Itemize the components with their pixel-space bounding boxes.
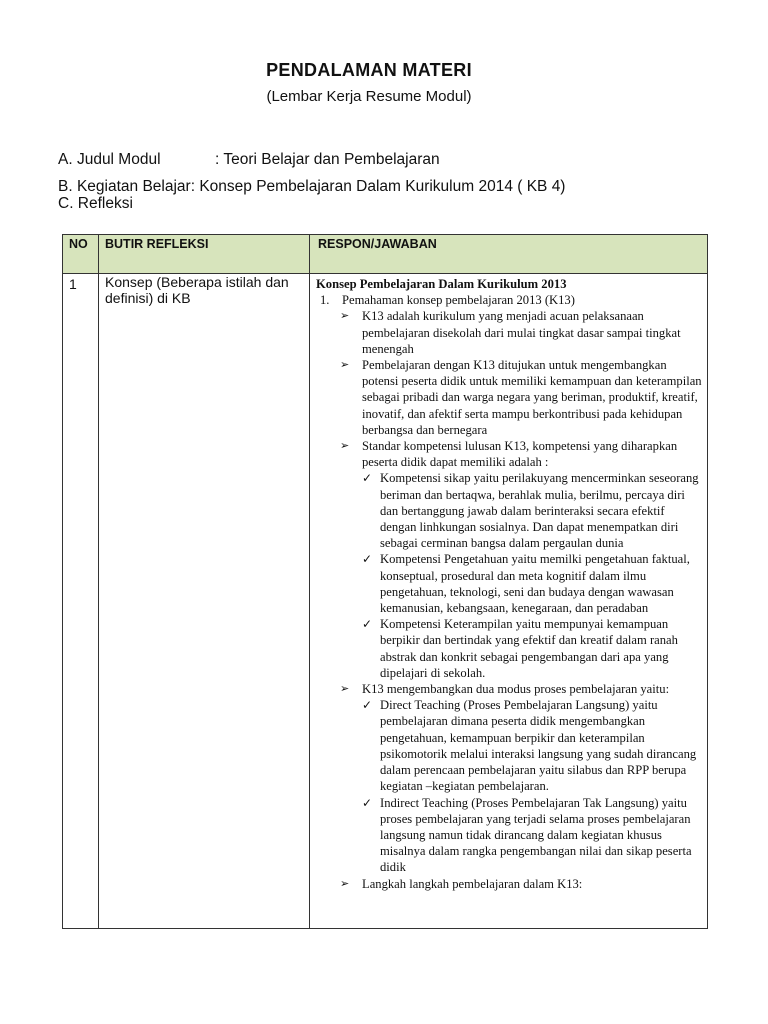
list-item-text: Pembelajaran dengan K13 ditujukan untuk mengembangkan potensi peserta didik untuk memiliki kemampuan dan keterampilan sebagai pribadi dan warga negara yang beriman, produktif, kreatif, inovatif, dan afektif serta mampu berkontribusi pada kehidupan berbangsa dan bernegara	[362, 358, 702, 437]
checkmark-icon: ✓	[362, 698, 373, 713]
header-respon-jawaban: RESPON/JAWABAN	[310, 235, 708, 274]
reflection-line	[58, 195, 133, 213]
reflection-table	[62, 234, 708, 929]
list-item	[316, 616, 703, 681]
reflection-label: C. Refleksi	[58, 195, 133, 212]
row-response	[310, 274, 708, 929]
row-number: 1	[63, 274, 99, 929]
table-header-row	[63, 235, 708, 274]
table-row	[63, 274, 708, 929]
list-item-text: K13 adalah kurikulum yang menjadi acuan pelaksanaan pembelajaran disekolah dari mulai tingkat dasar sampai tingkat menengah	[362, 309, 681, 356]
list-item-text: Langkah langkah pembelajaran dalam K13:	[362, 876, 583, 891]
arrow-bullet-icon: ➢	[340, 310, 350, 323]
module-title-line	[58, 151, 440, 169]
arrow-bullet-icon: ➢	[340, 440, 350, 453]
list-item-text: Pemahaman konsep pembelajaran 2013 (K13)	[342, 293, 575, 308]
module-title-value: : Teori Belajar dan Pembelajaran	[215, 151, 440, 168]
list-item	[316, 681, 703, 697]
list-item	[316, 795, 703, 876]
checkmark-icon: ✓	[362, 795, 373, 810]
list-item	[316, 292, 703, 308]
learning-activity-value: : Konsep Pembelajaran Dalam Kurikulum 2014 ( KB 4)	[190, 178, 566, 195]
learning-activity-label: B. Kegiatan Belajar	[58, 178, 191, 195]
list-item-text: Kompetensi Pengetahuan yaitu memilki pengetahuan faktual, konseptual, prosedural dan meta kognitif dalam ilmu pengetahuan, teknologi, seni dan budaya dengan wawasan kemanusian, kebangsaan, kenegaraan, dan peradaban	[380, 552, 690, 616]
list-item-text: K13 mengembangkan dua modus proses pembelajaran yaitu:	[362, 682, 670, 697]
module-title-label: A. Judul Modul	[58, 151, 161, 168]
page-subtitle: (Lembar Kerja Resume Modul)	[266, 88, 472, 105]
list-item-text: Kompetensi sikap yaitu perilakuyang mencerminkan seseorang beriman dan bertaqwa, berahlak mulia, berilmu, percaya diri dan bertanggung jawab dalam berinteraksi secara efektif dengan linhkungan sosialnya. Dan dapat menempatkan diri sebagai cerminan bangsa dalam pergaulan dunia	[380, 471, 699, 551]
list-item	[316, 357, 703, 438]
row-butir-refleksi: Konsep (Beberapa istilah dan definisi) di KB	[99, 274, 310, 929]
list-item	[316, 551, 703, 616]
list-item	[316, 697, 703, 794]
list-number: 1.	[320, 293, 330, 308]
list-item	[316, 876, 703, 892]
response-heading: Konsep Pembelajaran Dalam Kurikulum 2013	[316, 277, 567, 291]
header-no: NO	[63, 235, 99, 274]
arrow-bullet-icon: ➢	[340, 359, 350, 372]
arrow-bullet-icon: ➢	[340, 683, 350, 696]
list-item-text: Indirect Teaching (Proses Pembelajaran Tak Langsung) yaitu proses pembelajaran yang terjadi selama proses pembelajaran langsung namun tidak dirancang dalam kegiatan khusus misalnya dalam rangka pengembangan nilai dan sikap peserta didik	[380, 795, 692, 875]
checkmark-icon: ✓	[362, 471, 373, 486]
header-butir-refleksi: BUTIR REFLEKSI	[99, 235, 310, 274]
list-item-text: Direct Teaching (Proses Pembelajaran Langsung) yaitu pembelajaran dimana peserta didik mengembangkan pengetahuan, kemampuan berpikir dan keterampilan psikomotorik melalui interaksi langsung yang sudah dirancang dalam perencaan pembelajaran yaitu silabus dan RPP berupa kegiatan –kegiatan pembelajaran.	[380, 698, 697, 794]
arrow-bullet-icon: ➢	[340, 877, 350, 890]
list-item	[316, 470, 703, 551]
checkmark-icon: ✓	[362, 617, 373, 632]
page-title: PENDALAMAN MATERI	[266, 60, 472, 80]
checkmark-icon: ✓	[362, 552, 373, 567]
list-item-text: Standar kompetensi lulusan K13, kompetensi yang diharapkan peserta didik dapat memiliki adalah :	[362, 439, 678, 470]
learning-activity-line	[58, 178, 565, 196]
list-item-text: Kompetensi Keterampilan yaitu mempunyai kemampuan berpikir dan bertindak yang efektif dan kreatif dalam ranah abstrak dan konkrit sebagai pengembangan dari apa yang dipelajari di sekolah.	[380, 617, 678, 680]
list-item	[316, 308, 703, 357]
list-item	[316, 438, 703, 470]
